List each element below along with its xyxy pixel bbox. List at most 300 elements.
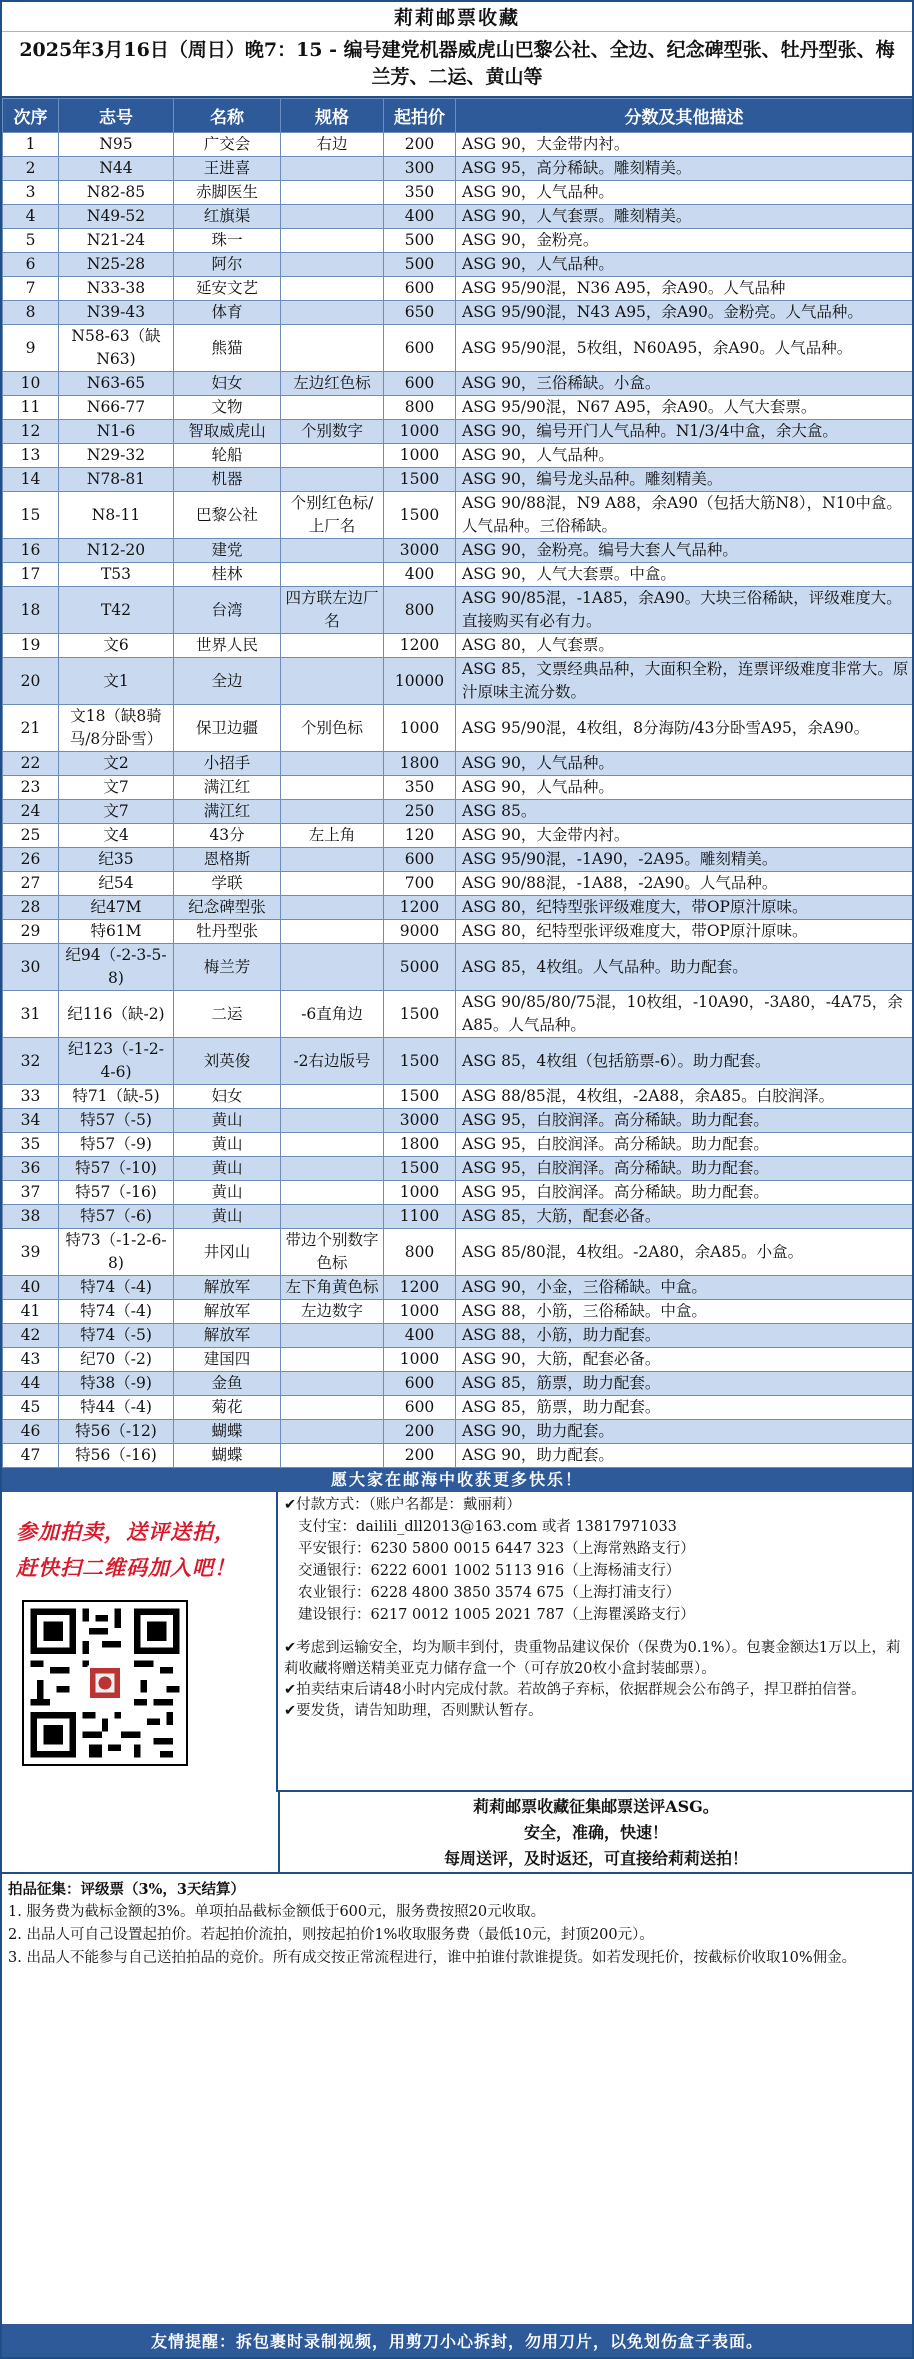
lot-code: N21-24 [59,229,174,253]
lot-spec [281,800,384,824]
lot-code: 特56（-16) [59,1444,174,1468]
lot-spec: 个别色标 [281,705,384,752]
lot-name: 延安文艺 [174,277,281,301]
lot-name: 红旗渠 [174,205,281,229]
lot-spec [281,896,384,920]
lot-description: ASG 90，人气品种。 [456,752,913,776]
lot-code: N78-81 [59,468,174,492]
lot-start-price: 600 [384,1396,456,1420]
table-row [3,896,913,920]
lot-order: 22 [3,752,59,776]
lot-name: 黄山 [174,1205,281,1229]
lot-order: 42 [3,1324,59,1348]
lot-spec [281,872,384,896]
lot-code: 特74（-5) [59,1324,174,1348]
lot-start-price: 600 [384,277,456,301]
lot-name: 台湾 [174,587,281,634]
table-header-row [3,99,913,133]
alipay-account: 支付宝：dailili_dll2013@163.com 或者 13817971033 [298,1519,677,1535]
lot-name: 菊花 [174,1396,281,1420]
lot-start-price: 400 [384,205,456,229]
table-row [3,277,913,301]
lot-name: 建国四 [174,1348,281,1372]
lot-code: 特57（-5) [59,1109,174,1133]
lot-spec: 左边红色标 [281,372,384,396]
lot-description: ASG 95，白胶润泽。高分稀缺。助力配套。 [456,1157,913,1181]
lots-table [2,98,913,1468]
lot-description: ASG 90/85混，-1A85，余A90。大块三俗稀缺，评级难度大。直接购买有必有力。 [456,587,913,634]
lot-name: 世界人民 [174,634,281,658]
lot-name: 黄山 [174,1133,281,1157]
lot-start-price: 1000 [384,705,456,752]
table-row [3,944,913,991]
lot-name: 熊猫 [174,325,281,372]
lot-code: 特57（-10) [59,1157,174,1181]
table-row [3,824,913,848]
lot-description: ASG 95/90混，-1A90，-2A95。雕刻精美。 [456,848,913,872]
lot-start-price: 250 [384,800,456,824]
table-row [3,1420,913,1444]
lot-spec [281,253,384,277]
lot-spec: 带边个别数字色标 [281,1229,384,1276]
lot-description: ASG 95，白胶润泽。高分稀缺。助力配套。 [456,1181,913,1205]
lot-start-price: 1500 [384,1157,456,1181]
lot-code: N49-52 [59,205,174,229]
lot-start-price: 1500 [384,468,456,492]
footer-reminder: 友情提醒：拆包裹时录制视频，用剪刀小心拆封，勿用刀片，以免划伤盒子表面。 [2,2324,912,2359]
lot-description: ASG 90，人气品种。 [456,444,913,468]
col-header-name: 名称 [174,99,281,133]
shipping-note: ✔考虑到运输安全，均为顺丰到付，贵重物品建议保价（保费为0.1%）。包裹金额达1万以上，莉莉收藏将赠送精美亚克力储存盒一个（可存放20枚小盒封装邮票）。 [284,1640,901,1677]
lot-order: 3 [3,181,59,205]
lot-order: 10 [3,372,59,396]
lot-spec [281,634,384,658]
lot-description: ASG 90，小金，三俗稀缺。中盒。 [456,1276,913,1300]
lot-start-price: 800 [384,587,456,634]
lot-description: ASG 90，人气品种。 [456,776,913,800]
lot-description: ASG 90，编号龙头品种。雕刻精美。 [456,468,913,492]
lot-spec [281,752,384,776]
lot-description: ASG 90，人气套票。雕刻精美。 [456,205,913,229]
table-row [3,301,913,325]
lot-name: 保卫边疆 [174,705,281,752]
lot-spec [281,658,384,705]
lot-code: 特57（-6) [59,1205,174,1229]
lot-spec [281,1396,384,1420]
lot-start-price: 1500 [384,492,456,539]
lot-spec [281,1348,384,1372]
lot-code: 文1 [59,658,174,705]
lot-code: 特57（-16) [59,1181,174,1205]
lot-start-price: 500 [384,229,456,253]
rule-item: 1. 服务费为截标金额的3%。单项拍品截标金额低于600元，服务费按照20元收取。 [8,1904,546,1920]
lot-description: ASG 95/90混，4枚组，8分海防/43分卧雪A95，余A90。 [456,705,913,752]
lot-code: 文18（缺8骑马/8分卧雪） [59,705,174,752]
lot-code: N63-65 [59,372,174,396]
lot-order: 1 [3,133,59,157]
lot-name: 解放军 [174,1300,281,1324]
table-row [3,133,913,157]
lot-name: 赤脚医生 [174,181,281,205]
lot-name: 阿尔 [174,253,281,277]
lot-spec [281,1444,384,1468]
lot-start-price: 200 [384,1420,456,1444]
lot-name: 黄山 [174,1109,281,1133]
lot-spec [281,848,384,872]
lot-code: 特71（缺-5) [59,1085,174,1109]
col-header-desc: 分数及其他描述 [456,99,913,133]
lot-name: 轮船 [174,444,281,468]
asg-line-3: 每周送评，及时返还，可直接给莉莉送拍！ [443,1849,748,1868]
lot-start-price: 350 [384,776,456,800]
lot-description: ASG 90，大金带内衬。 [456,133,913,157]
lot-name: 满江红 [174,776,281,800]
lot-start-price: 600 [384,325,456,372]
lot-order: 43 [3,1348,59,1372]
lot-code: 特57（-9) [59,1133,174,1157]
lot-order: 21 [3,705,59,752]
lot-code: N8-11 [59,492,174,539]
lot-description: ASG 85，筋票，助力配套。 [456,1372,913,1396]
lot-spec [281,1085,384,1109]
lot-spec: 四方联左边厂名 [281,587,384,634]
lot-name: 全边 [174,658,281,705]
lot-start-price: 350 [384,181,456,205]
lot-order: 17 [3,563,59,587]
table-row [3,1157,913,1181]
payment-deadline-note: ✔拍卖结束后请48小时内完成付款。若故鸽子弃标，依据群规会公布鸽子，捍卫群拍信誉。 [284,1682,866,1698]
lot-description: ASG 85，4枚组。人气品种。助力配套。 [456,944,913,991]
lot-description: ASG 90，人气品种。 [456,181,913,205]
table-row [3,991,913,1038]
lot-order: 36 [3,1157,59,1181]
table-row [3,658,913,705]
table-row [3,1229,913,1276]
lot-description: ASG 90，三俗稀缺。小盒。 [456,372,913,396]
lot-description: ASG 85，筋票，助力配套。 [456,1396,913,1420]
lot-name: 梅兰芳 [174,944,281,991]
lot-description: ASG 95，白胶润泽。高分稀缺。助力配套。 [456,1109,913,1133]
lot-start-price: 600 [384,848,456,872]
lot-code: N95 [59,133,174,157]
lot-description: ASG 90，编号开门人气品种。N1/3/4中盒，余大盒。 [456,420,913,444]
lot-spec: 左上角 [281,824,384,848]
lot-order: 39 [3,1229,59,1276]
table-row [3,634,913,658]
consignment-rules [2,1874,912,1974]
lot-start-price: 1200 [384,1276,456,1300]
lot-code: N58-63（缺N63) [59,325,174,372]
lot-start-price: 1000 [384,1181,456,1205]
lot-order: 15 [3,492,59,539]
lot-order: 8 [3,301,59,325]
table-row [3,1109,913,1133]
lot-spec [281,563,384,587]
lot-spec [281,539,384,563]
lot-start-price: 1000 [384,420,456,444]
lot-code: 文2 [59,752,174,776]
table-row [3,800,913,824]
lot-name: 解放军 [174,1324,281,1348]
lot-code: T42 [59,587,174,634]
lot-order: 30 [3,944,59,991]
payment-heading: ✔付款方式：（账户名都是：戴丽莉） [284,1497,521,1513]
lot-order: 38 [3,1205,59,1229]
lot-start-price: 800 [384,396,456,420]
lot-code: N33-38 [59,277,174,301]
table-row [3,468,913,492]
lot-name: 珠一 [174,229,281,253]
lot-start-price: 300 [384,157,456,181]
blessing-banner: 愿大家在邮海中收获更多快乐！ [2,1468,912,1492]
lot-spec [281,1133,384,1157]
lot-code: 特56（-12) [59,1420,174,1444]
table-row [3,325,913,372]
lot-spec: 个别数字 [281,420,384,444]
table-row [3,157,913,181]
lot-start-price: 120 [384,824,456,848]
lot-spec [281,444,384,468]
lot-order: 11 [3,396,59,420]
table-row [3,253,913,277]
lot-order: 5 [3,229,59,253]
lot-spec [281,181,384,205]
lot-spec [281,944,384,991]
lot-name: 巴黎公社 [174,492,281,539]
lot-order: 6 [3,253,59,277]
lot-start-price: 1500 [384,991,456,1038]
table-row [3,1372,913,1396]
rule-item: 2. 出品人可自己设置起拍价。若起拍价流拍，则按起拍价1%收取服务费（最低10元，封顶200元）。 [8,1927,654,1943]
lot-spec [281,301,384,325]
lot-description: ASG 95/90混，N67 A95，余A90。人气大套票。 [456,396,913,420]
lot-order: 2 [3,157,59,181]
lot-start-price: 400 [384,1324,456,1348]
delivery-note: ✔要发货，请告知助理，否则默认暂存。 [284,1703,543,1719]
promo-panel [2,1492,278,1792]
lot-code: 特61M [59,920,174,944]
lot-description: ASG 85。 [456,800,913,824]
lots-body [3,133,913,1468]
bank-account: 交通银行：6222 6001 1002 5113 916（上海杨浦支行） [298,1563,681,1579]
lot-code: N39-43 [59,301,174,325]
table-row [3,396,913,420]
lot-spec [281,1420,384,1444]
info-section [2,1492,912,1792]
table-row [3,1205,913,1229]
table-row [3,1085,913,1109]
bank-account: 农业银行：6228 4800 3850 3574 675（上海打浦支行） [298,1585,681,1601]
lot-start-price: 5000 [384,944,456,991]
lot-description: ASG 90，人气品种。 [456,253,913,277]
lot-order: 18 [3,587,59,634]
lot-order: 9 [3,325,59,372]
table-row [3,181,913,205]
table-row [3,1396,913,1420]
lot-code: 纪94（-2-3-5-8) [59,944,174,991]
lot-code: 特74（-4) [59,1276,174,1300]
lot-order: 24 [3,800,59,824]
lot-name: 纪念碑型张 [174,896,281,920]
lot-code: 特38（-9) [59,1372,174,1396]
lot-name: 建党 [174,539,281,563]
lot-description: ASG 95/90混，N43 A95，余A90。金粉亮。人气品种。 [456,301,913,325]
col-header-order: 次序 [3,99,59,133]
lot-start-price: 600 [384,372,456,396]
lot-description: ASG 90/85/80/75混，10枚组，-10A90，-3A80，-4A75，余A85。人气品种。 [456,991,913,1038]
lot-order: 40 [3,1276,59,1300]
lot-name: 牡丹型张 [174,920,281,944]
lot-order: 29 [3,920,59,944]
auction-subtitle: 2025年3月16日（周日）晚7：15 - 编号建党机器威虎山巴黎公社、全边、纪念碑型张、牡丹型张、梅兰芳、二运、黄山等 [2,32,912,98]
table-row [3,1444,913,1468]
lot-order: 27 [3,872,59,896]
lot-spec [281,325,384,372]
lot-name: 桂林 [174,563,281,587]
lot-spec [281,1181,384,1205]
lot-name: 智取威虎山 [174,420,281,444]
lot-description: ASG 90，大金带内衬。 [456,824,913,848]
lot-code: N82-85 [59,181,174,205]
table-row [3,1300,913,1324]
lot-name: 43分 [174,824,281,848]
lot-name: 广交会 [174,133,281,157]
lot-name: 井冈山 [174,1229,281,1276]
lot-start-price: 1800 [384,1133,456,1157]
lot-spec: 左下角黄色标 [281,1276,384,1300]
table-row [3,920,913,944]
table-row [3,752,913,776]
table-row [3,372,913,396]
lot-code: N29-32 [59,444,174,468]
lot-name: 小招手 [174,752,281,776]
lot-name: 王进喜 [174,157,281,181]
lot-code: 文7 [59,776,174,800]
lot-order: 12 [3,420,59,444]
lot-start-price: 10000 [384,658,456,705]
lot-spec [281,468,384,492]
lot-start-price: 1200 [384,896,456,920]
lot-spec [281,1372,384,1396]
qr-code-icon[interactable] [22,1600,188,1766]
bank-account: 平安银行：6230 5800 0015 6447 323（上海常熟路支行） [298,1541,695,1557]
rule-item: 3. 出品人不能参与自己送拍拍品的竞价。所有成交按正常流程进行，谁中拍谁付款谁提货。如若发现托价，按截标价收取10%佣金。 [8,1950,857,1966]
lot-description: ASG 85，大筋，配套必备。 [456,1205,913,1229]
lot-code: 特73（-1-2-6-8) [59,1229,174,1276]
rules-heading: 拍品征集：评级票（3%，3天结算） [8,1881,245,1898]
payment-info [284,1494,910,1722]
lot-code: 纪116（缺-2) [59,991,174,1038]
lot-start-price: 200 [384,133,456,157]
lot-start-price: 200 [384,1444,456,1468]
lot-order: 14 [3,468,59,492]
lot-name: 体育 [174,301,281,325]
lot-order: 41 [3,1300,59,1324]
lot-spec: -6直角边 [281,991,384,1038]
lot-code: 文6 [59,634,174,658]
lot-order: 32 [3,1038,59,1085]
bank-account: 建设银行：6217 0012 1005 2021 787（上海瞿溪路支行） [298,1607,695,1623]
lot-description: ASG 90，人气大套票。中盒。 [456,563,913,587]
lot-name: 满江红 [174,800,281,824]
lot-start-price: 1000 [384,1348,456,1372]
lot-start-price: 1200 [384,634,456,658]
lot-description: ASG 90，金粉亮。编号大套人气品种。 [456,539,913,563]
lot-code: 纪123（-1-2-4-6) [59,1038,174,1085]
table-row [3,1348,913,1372]
lot-description: ASG 80，人气套票。 [456,634,913,658]
lot-start-price: 1500 [384,1038,456,1085]
lot-start-price: 9000 [384,920,456,944]
lot-name: 二运 [174,991,281,1038]
lot-spec [281,205,384,229]
lot-code: N66-77 [59,396,174,420]
lot-name: 妇女 [174,1085,281,1109]
asg-service-block [2,1792,912,1874]
lot-start-price: 3000 [384,1109,456,1133]
lot-description: ASG 88，小筋，助力配套。 [456,1324,913,1348]
lot-start-price: 3000 [384,539,456,563]
table-row [3,229,913,253]
lot-spec [281,1205,384,1229]
lot-order: 33 [3,1085,59,1109]
lot-code: 纪54 [59,872,174,896]
lot-description: ASG 90，助力配套。 [456,1420,913,1444]
table-row [3,539,913,563]
lot-order: 26 [3,848,59,872]
asg-line-2: 安全，准确，快速！ [523,1823,668,1842]
lot-order: 46 [3,1420,59,1444]
lot-name: 刘英俊 [174,1038,281,1085]
lot-code: N25-28 [59,253,174,277]
lot-description: ASG 90，助力配套。 [456,1444,913,1468]
lot-description: ASG 90，金粉亮。 [456,229,913,253]
lot-start-price: 800 [384,1229,456,1276]
table-row [3,444,913,468]
promo-line-1: 参加拍卖，送评送拍， [16,1519,236,1544]
lot-order: 20 [3,658,59,705]
lot-code: N12-20 [59,539,174,563]
table-row [3,776,913,800]
lot-name: 黄山 [174,1181,281,1205]
lot-name: 学联 [174,872,281,896]
lot-name: 机器 [174,468,281,492]
lot-description: ASG 80，纪特型张评级难度大，带OP原汁原味。 [456,896,913,920]
lot-start-price: 400 [384,563,456,587]
lot-order: 7 [3,277,59,301]
lot-code: 纪70（-2) [59,1348,174,1372]
lot-spec [281,229,384,253]
lot-code: 纪47M [59,896,174,920]
lot-order: 13 [3,444,59,468]
lot-description: ASG 80，纪特型张评级难度大，带OP原汁原味。 [456,920,913,944]
lot-order: 47 [3,1444,59,1468]
lot-name: 黄山 [174,1157,281,1181]
lot-description: ASG 95/90混，5枚组，N60A95，余A90。人气品种。 [456,325,913,372]
lot-code: 文7 [59,800,174,824]
lot-code: N1-6 [59,420,174,444]
lot-start-price: 1000 [384,1300,456,1324]
table-row [3,205,913,229]
lot-name: 妇女 [174,372,281,396]
lot-description: ASG 90，大筋，配套必备。 [456,1348,913,1372]
table-row [3,1276,913,1300]
lot-code: 特44（-4) [59,1396,174,1420]
lot-spec: 个别红色标/上厂名 [281,492,384,539]
lot-description: ASG 90/88混，-1A88，-2A90。人气品种。 [456,872,913,896]
lot-spec [281,920,384,944]
lot-order: 23 [3,776,59,800]
